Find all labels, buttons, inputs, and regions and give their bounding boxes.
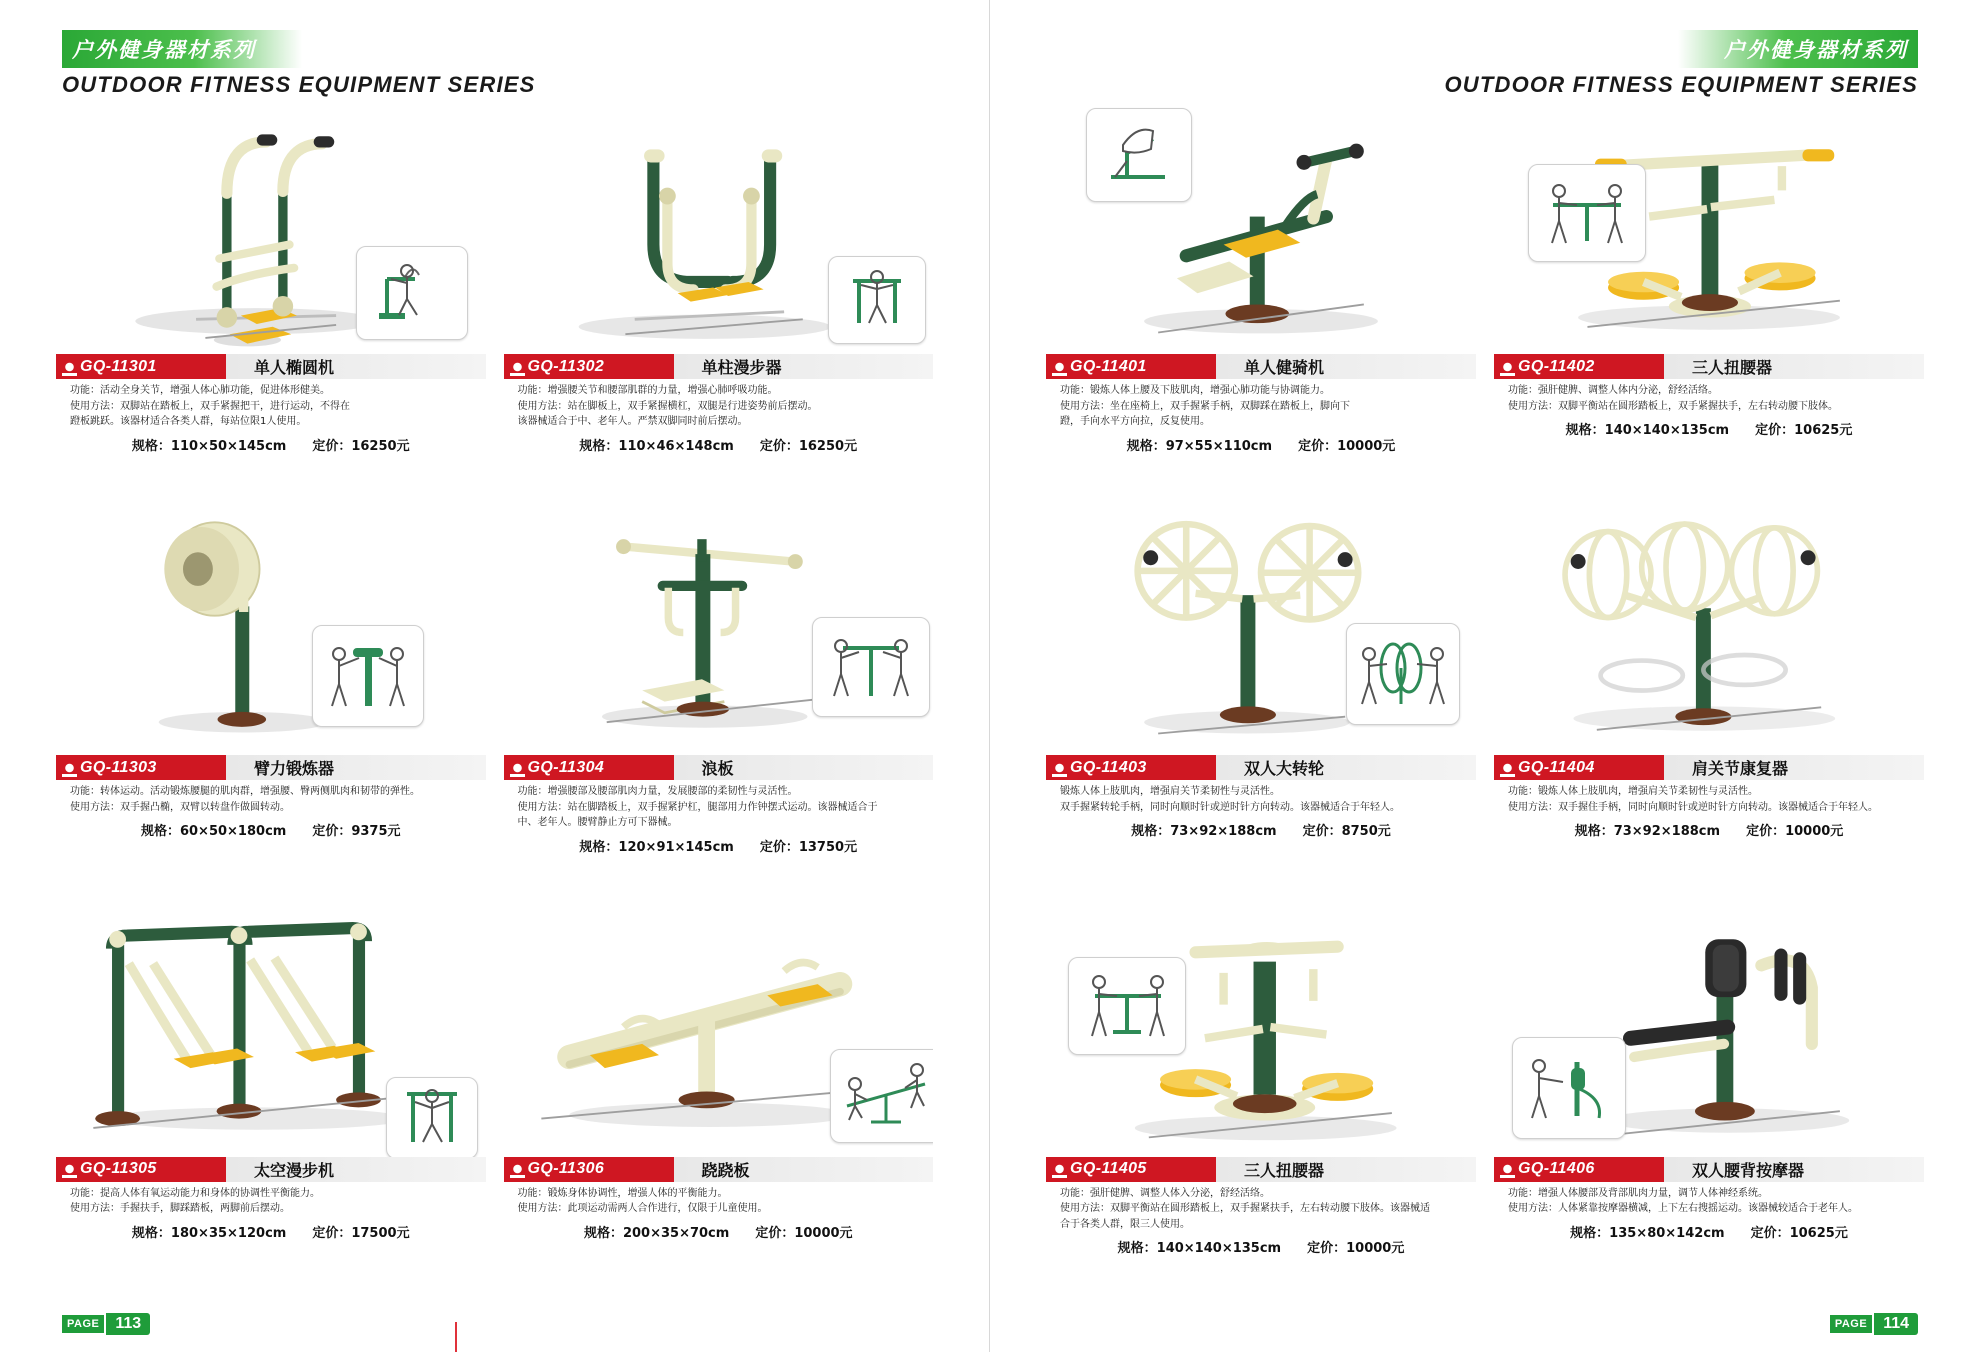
product-grid-left (56, 96, 933, 1296)
usage-illustration (828, 256, 926, 344)
product-code: GQ-11405 (1046, 1160, 1216, 1178)
product-image (56, 899, 486, 1157)
desc-line: 双手握紧转轮手柄，同时向顺时针或逆时针方向转动。该器械适合于年轻人。 (1060, 801, 1400, 813)
desc-line: 蹬，手向水平方向拉，反复使用。 (1060, 416, 1210, 427)
price-label: 定价： (312, 1225, 352, 1241)
product-name: 单柱漫步器 (701, 358, 782, 377)
price-label: 定价： (1746, 824, 1786, 840)
spec-label: 规格： (140, 824, 180, 840)
desc-line: 该器械适合于中、老年人。严禁双脚同时前后摆动。 (517, 416, 748, 427)
price-label: 定价： (759, 839, 799, 855)
price-value: 8750元 (1341, 824, 1391, 840)
spec-value: 60×50×180cm (179, 824, 287, 840)
product-card[interactable] (504, 899, 934, 1296)
product-spec-line (1494, 419, 1924, 438)
product-title-bar (1046, 1157, 1476, 1182)
spec-value: 200×35×70cm (622, 1225, 730, 1241)
desc-line: 功能：增强腰关节和腰部肌群的力量，增强心肺呼吸功能。 (517, 385, 778, 396)
price-label: 定价： (1307, 1241, 1347, 1257)
product-code: GQ-11404 (1494, 759, 1664, 777)
header-right (1444, 30, 1918, 97)
usage-illustration (312, 625, 424, 727)
product-title-bar (1046, 755, 1476, 780)
price-label: 定价： (312, 824, 352, 840)
spec-label: 规格： (131, 438, 171, 454)
spec-label: 规格： (1565, 423, 1605, 438)
product-description (56, 384, 486, 430)
desc-line: 使用方法：此项运动需两人合作进行，仅限于儿童使用。 (517, 1203, 768, 1215)
product-title-bar (1046, 354, 1476, 379)
desc-line: 使用方法：站在脚板上，双手紧握横杠，双腿是行进姿势前后摆动。 (517, 400, 818, 412)
product-name: 太空漫步机 (254, 1160, 335, 1180)
desc-line: 蹬板跳跃。该器材适合各类人群，每站位限1人使用。 (70, 416, 307, 427)
product-name: 三人扭腰器 (1692, 358, 1773, 377)
product-image (1046, 899, 1476, 1157)
price-label: 定价： (1302, 824, 1342, 840)
product-description (504, 785, 934, 831)
price-label: 定价： (312, 438, 352, 454)
price-value: 10000元 (794, 1225, 853, 1241)
price-label: 定价： (1298, 438, 1338, 454)
spec-value: 135×80×142cm (1609, 1225, 1725, 1241)
product-image (504, 497, 934, 755)
product-name: 单人健骑机 (1244, 358, 1325, 377)
desc-line: 功能：转体运动。活动锻炼腰腿的肌肉群，增强腰、臀两侧肌肉和韧带的弹性。 (70, 786, 420, 798)
desc-line: 使用方法：坐在座椅上，双手握紧手柄，双脚踩在踏板上，脚向下 (1060, 400, 1350, 412)
product-description (1046, 384, 1476, 430)
usage-illustration (812, 617, 930, 717)
usage-illustration (1346, 623, 1460, 725)
product-spec-line (1046, 820, 1476, 839)
price-value: 10625元 (1794, 423, 1853, 438)
product-card[interactable] (1046, 96, 1476, 493)
price-label: 定价： (755, 1225, 795, 1241)
page-number-right (1830, 1312, 1918, 1336)
product-code: GQ-11305 (56, 1160, 226, 1178)
usage-illustration (1528, 164, 1646, 262)
product-spec-line (504, 836, 934, 855)
product-spec-line (504, 1222, 934, 1241)
product-code: GQ-11302 (504, 358, 674, 376)
spec-label: 规格： (1131, 824, 1171, 840)
desc-line: 合于各类人群，限三人使用。 (1060, 1218, 1190, 1230)
desc-line: 使用方法：双脚站在踏板上，双手紧握把干，进行运动，不得在 (70, 400, 350, 412)
product-spec-line (1046, 1237, 1476, 1256)
product-name: 臂力锻炼器 (254, 759, 335, 779)
price-value: 10000元 (1337, 438, 1396, 454)
desc-line: 锻炼人体上肢肌肉，增强肩关节柔韧性与灵活性。 (1060, 786, 1280, 798)
usage-illustration (1068, 957, 1186, 1055)
product-spec-line (56, 1222, 486, 1241)
header-title-en: OUTDOOR FITNESS EQUIPMENT SERIES (62, 72, 536, 97)
page-label: PAGE (62, 1315, 104, 1333)
price-value: 16250元 (351, 438, 410, 454)
page-label: PAGE (1830, 1315, 1872, 1333)
product-card[interactable] (1494, 899, 1924, 1296)
product-spec-line (56, 820, 486, 839)
product-code: GQ-11304 (504, 759, 674, 777)
product-card[interactable] (1494, 497, 1924, 894)
price-value: 16250元 (798, 438, 858, 454)
product-title-bar (1494, 1157, 1924, 1182)
header-title-en: OUTDOOR FITNESS EQUIPMENT SERIES (1444, 72, 1918, 97)
product-code: GQ-11303 (56, 759, 226, 777)
page-number: 113 (106, 1313, 150, 1335)
desc-line: 使用方法：人体紧靠按摩器横减，上下左右搜摇运动。该器械较适合于老年人。 (1508, 1203, 1858, 1215)
right-page (990, 0, 1980, 1352)
desc-line: 功能：强肝健脾、调整人体入分泌，舒经活络。 (1060, 1187, 1270, 1199)
product-spec-line (1494, 1222, 1924, 1241)
desc-line: 使用方法：双手握住手柄，同时向顺时针或逆时针方向转动。该器械适合于年轻人。 (1508, 801, 1878, 813)
spec-value: 140×140×135cm (1604, 423, 1730, 438)
product-name: 跷跷板 (701, 1160, 750, 1180)
product-grid-right (1046, 96, 1924, 1296)
spec-label: 规格： (1574, 824, 1614, 840)
product-image (1046, 497, 1476, 755)
product-code: GQ-11403 (1046, 759, 1216, 777)
product-description (504, 384, 934, 430)
product-image (56, 96, 486, 354)
product-image (1046, 96, 1476, 354)
spec-value: 140×140×135cm (1156, 1241, 1282, 1257)
spec-label: 规格： (1117, 1241, 1157, 1257)
desc-line: 中、老年人。腰臂静止方可下器械。 (517, 817, 678, 829)
header-title-cn: 户外健身器材系列 (1678, 30, 1918, 68)
desc-line: 功能：锻炼人体上肢肌肉，增强肩关节柔韧性与灵活性。 (1508, 786, 1758, 798)
spec-label: 规格： (583, 1225, 623, 1241)
product-card[interactable] (504, 497, 934, 894)
product-card[interactable] (56, 899, 486, 1296)
spec-value: 73×92×188cm (1613, 824, 1721, 840)
spec-value: 97×55×110cm (1165, 438, 1273, 454)
price-value: 17500元 (351, 1225, 410, 1241)
page-number-left (62, 1312, 150, 1336)
product-card[interactable] (1046, 899, 1476, 1296)
usage-illustration (386, 1077, 478, 1157)
desc-line: 使用方法：双脚平衡站在圆形踏板上，双手握紧扶手，左右转动腰下肢体。该器械适 (1060, 1203, 1430, 1215)
header-left (62, 30, 536, 97)
product-description (1046, 785, 1476, 815)
spec-label: 规格： (579, 438, 619, 454)
spec-value: 120×91×145cm (618, 839, 734, 855)
product-description (56, 785, 486, 815)
product-description (1046, 1187, 1476, 1233)
spec-value: 110×46×148cm (618, 438, 734, 454)
product-description (504, 1187, 934, 1217)
product-code: GQ-11306 (504, 1160, 674, 1178)
product-spec-line (1494, 820, 1924, 839)
product-spec-line (1046, 435, 1476, 454)
product-code: GQ-11401 (1046, 358, 1216, 376)
desc-line: 功能：增强腰部及腰部肌肉力量，发展腰部的柔韧性与灵活性。 (517, 786, 798, 798)
product-name: 浪板 (701, 759, 734, 779)
desc-line: 使用方法：双脚平衡站在圆形踏板上，双手紧握扶手，左右转动腰下肢体。 (1508, 400, 1838, 412)
product-title-bar (56, 755, 486, 780)
price-value: 9375元 (351, 824, 401, 840)
product-title-bar (56, 354, 486, 379)
desc-line: 功能：锻炼人体上腰及下肢肌肉，增强心肺功能与协调能力。 (1060, 385, 1330, 396)
product-image (504, 96, 934, 354)
product-title-bar (504, 755, 934, 780)
price-label: 定价： (759, 438, 799, 454)
product-image (1494, 96, 1924, 354)
product-card[interactable] (56, 96, 486, 493)
desc-line: 使用方法：站在脚踏板上，双手握紧护杠，腿部用力作钟摆式运动。该器械适合于 (517, 801, 878, 813)
product-name: 单人椭圆机 (254, 358, 335, 377)
desc-line: 使用方法：手握扶手，脚踩踏板，两脚前后摆动。 (70, 1203, 290, 1215)
product-card[interactable] (1494, 96, 1924, 493)
product-description (1494, 1187, 1924, 1217)
product-image (56, 497, 486, 755)
spec-label: 规格： (1126, 438, 1166, 454)
usage-illustration (356, 246, 468, 340)
price-value: 13750元 (798, 839, 858, 855)
desc-line: 功能：增强人体腰部及背部肌肉力量，调节人体神经系统。 (1508, 1187, 1768, 1199)
spec-label: 规格： (131, 1225, 171, 1241)
product-card[interactable] (1046, 497, 1476, 894)
usage-illustration (1086, 108, 1192, 202)
product-name: 肩关节康复器 (1692, 759, 1789, 779)
product-description (1494, 384, 1924, 414)
page-number: 114 (1874, 1313, 1918, 1335)
spec-value: 73×92×188cm (1170, 824, 1277, 840)
spec-label: 规格： (579, 839, 619, 855)
product-spec-line (504, 435, 934, 454)
product-code: GQ-11406 (1494, 1160, 1664, 1178)
product-description (56, 1187, 486, 1217)
price-value: 10625元 (1789, 1225, 1848, 1241)
price-label: 定价： (1755, 423, 1795, 438)
product-title-bar (56, 1157, 486, 1182)
product-title-bar (1494, 755, 1924, 780)
product-code: GQ-11402 (1494, 358, 1664, 376)
desc-line: 使用方法：双手握凸椭，双臂以转盘作做圆转动。 (70, 801, 290, 813)
usage-illustration (1512, 1037, 1626, 1139)
product-card[interactable] (504, 96, 934, 493)
header-title-cn: 户外健身器材系列 (62, 30, 302, 68)
product-title-bar (1494, 354, 1924, 379)
spec-value: 180×35×120cm (170, 1225, 287, 1241)
price-label: 定价： (1750, 1225, 1790, 1241)
gutter-mark (455, 1322, 457, 1352)
desc-line: 功能：锻炼身体协调性，增强人体的平衡能力。 (517, 1187, 728, 1199)
product-code: GQ-11301 (56, 358, 226, 376)
product-name: 双人大转轮 (1244, 759, 1325, 779)
desc-line: 功能：活动全身关节，增强人体心肺功能，促进体形健美。 (70, 385, 330, 396)
desc-line: 功能：提高人体有氧运动能力和身体的协调性平衡能力。 (70, 1187, 320, 1199)
price-value: 10000元 (1346, 1241, 1405, 1257)
spec-value: 110×50×145cm (170, 438, 287, 454)
product-image (504, 899, 934, 1157)
desc-line: 功能：强肝健脾、调整人体内分泌，舒经活络。 (1508, 385, 1718, 396)
product-title-bar (504, 354, 934, 379)
product-spec-line (56, 435, 486, 454)
spec-label: 规格： (1570, 1225, 1610, 1241)
product-title-bar (504, 1157, 934, 1182)
price-value: 10000元 (1785, 824, 1844, 840)
product-name: 双人腰背按摩器 (1692, 1160, 1805, 1180)
product-description (1494, 785, 1924, 815)
product-image (1494, 497, 1924, 755)
product-card[interactable] (56, 497, 486, 894)
usage-illustration (830, 1049, 934, 1143)
product-image (1494, 899, 1924, 1157)
product-name: 三人扭腰器 (1244, 1160, 1325, 1180)
